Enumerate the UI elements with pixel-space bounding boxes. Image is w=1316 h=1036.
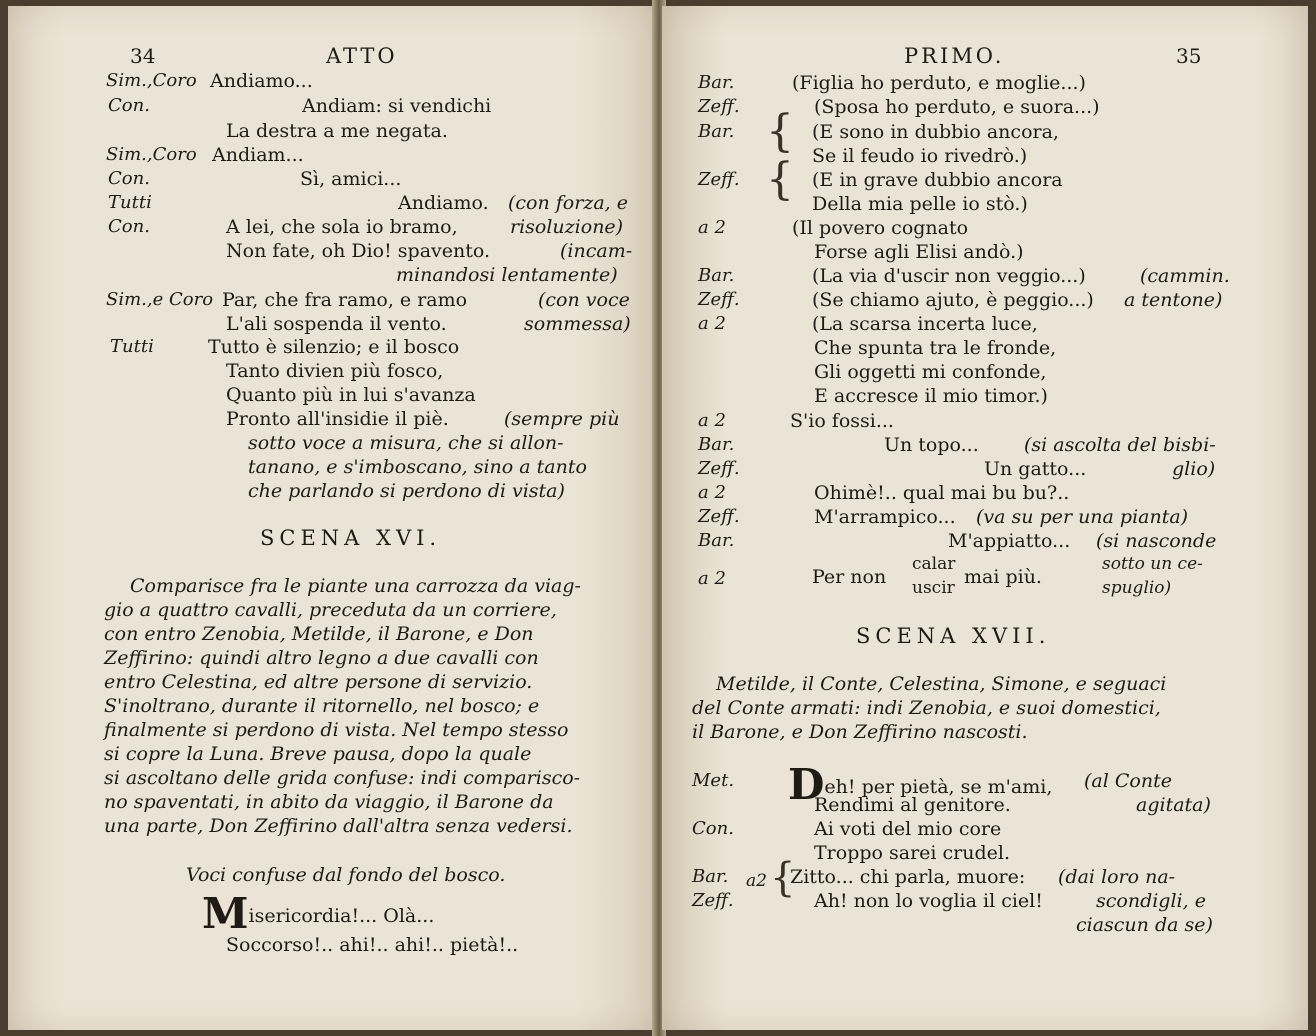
scene-description-line: Zeffirino: quindi altro legno a due cavalli con [104, 647, 539, 669]
verse-line: Pronto all'insidie il piè. [226, 408, 449, 430]
verse-line: Della mia pelle io stò.) [812, 193, 1028, 215]
verse-line: Rendimi al genitore. [814, 794, 1011, 816]
verse-line: isericordia!... Olà... [248, 905, 435, 927]
verse-line: Per non [812, 566, 887, 588]
speaker-label: Tutti [110, 336, 154, 357]
scene-title: SCENA XVI. [260, 526, 442, 550]
scene-description-line: gio a quattro cavalli, preceduta da un corriere, [104, 599, 557, 621]
speaker-label: Con. [108, 216, 150, 237]
speaker-label: Con. [108, 168, 150, 189]
verse-line: Par, che fra ramo, e ramo [222, 289, 468, 311]
stage-direction: (va su per una pianta) [976, 506, 1189, 528]
verse-line: E accresce il mio timor.) [814, 385, 1048, 407]
speaker-label: Con. [108, 95, 150, 116]
brace: { [770, 855, 796, 901]
scene-description-line: S'inoltrano, durante il ritornello, nel bosco; e [104, 695, 540, 717]
left-page [8, 6, 656, 1030]
verse-line: S'io fossi... [790, 410, 894, 432]
verse-line: Forse agli Elisi andò.) [814, 241, 1024, 263]
verse-line: Zitto... chi parla, muore: [790, 866, 1026, 888]
speaker-label: Tutti [108, 192, 152, 213]
brace: { [766, 154, 794, 205]
stage-direction: ciascun da se) [1076, 914, 1213, 936]
stage-direction: che parlando si perdono di vista) [248, 480, 565, 502]
verse-line: mai più. [964, 566, 1042, 588]
stage-direction: a tentone) [1124, 289, 1223, 311]
verse-line: (Il povero cognato [792, 217, 969, 239]
voices-first-line [202, 889, 435, 938]
speaker-label: Sim.,Coro [106, 70, 197, 91]
page-number: 35 [1176, 44, 1202, 68]
verse-line: Tutto è silenzio; e il bosco [208, 336, 460, 358]
verse-line: Andiam: si vendichi [302, 95, 492, 117]
scene-description-line: si ascoltano delle grida confuse: indi comparisco- [104, 767, 581, 789]
scene-description-line: Comparisce fra le piante una carrozza da viag- [130, 575, 581, 597]
stage-direction: (al Conte [1084, 770, 1172, 792]
verse-line: M'arrampico... [814, 506, 956, 528]
stage-direction: (si nasconde [1096, 530, 1217, 552]
verse-line: Andiam... [212, 144, 304, 166]
verse-line: Ah! non lo voglia il ciel! [814, 890, 1043, 912]
speaker-label: a 2 [698, 217, 726, 238]
speaker-label: a 2 [698, 313, 726, 334]
speaker-label: Zeff. [692, 890, 734, 911]
speaker-label: Bar. [698, 434, 735, 455]
stage-direction: (sempre più [504, 408, 620, 430]
page-number: 34 [130, 44, 156, 68]
stage-direction: spuglio) [1102, 578, 1172, 598]
verse-line: Ohimè!.. qual mai bu bu?.. [814, 482, 1070, 504]
speaker-label: Zeff. [698, 96, 740, 117]
verse-line: (E sono in dubbio ancora, [812, 121, 1059, 143]
running-header: PRIMO. [904, 44, 1005, 68]
speaker-label: Bar. [698, 72, 735, 93]
alternative-word: calar [912, 554, 956, 574]
verse-line: Andiamo. [398, 192, 489, 214]
verse-line: Se il feudo io rivedrò.) [812, 145, 1028, 167]
stage-direction: tanano, e s'imboscano, sino a tanto [248, 456, 587, 478]
scene-description-line: si copre la Luna. Breve pausa, dopo la quale [104, 743, 532, 765]
verse-line: L'ali sospenda il vento. [226, 313, 447, 335]
scene-description-line: con entro Zenobia, Metilde, il Barone, e Don [104, 623, 534, 645]
speaker-label: Zeff. [698, 458, 740, 479]
verse-line: Sì, amici... [300, 168, 402, 190]
verse-line: Non fate, oh Dio! spavento. [226, 240, 491, 262]
speaker-label: Bar. [698, 530, 735, 551]
speaker-label: Con. [692, 818, 734, 839]
speaker-label: Sim.,Coro [106, 144, 197, 165]
stage-direction: agitata) [1136, 794, 1211, 816]
verse-line: Che spunta tra le fronde, [814, 337, 1057, 359]
stage-direction: scondigli, e [1096, 890, 1206, 912]
verse-line: (E in grave dubbio ancora [812, 169, 1063, 191]
speaker-label: a 2 [698, 568, 726, 589]
stage-direction: (con voce [538, 289, 630, 311]
stage-direction: minandosi lentamente) [396, 264, 618, 286]
speaker-label: a 2 [698, 410, 726, 431]
speaker-label: Sim.,e Coro [106, 289, 214, 310]
stage-direction: sotto voce a misura, che si allon- [248, 432, 564, 454]
verse-line: Gli oggetti mi confonde, [814, 361, 1047, 383]
stage-direction: sommessa) [524, 313, 631, 335]
voices-heading: Voci confuse dal fondo del bosco. [186, 864, 506, 886]
verse-line: M'appiatto... [948, 530, 1071, 552]
alternative-word: uscir [912, 578, 955, 598]
verse-line: (Figlia ho perduto, e moglie...) [792, 72, 1086, 94]
speaker-label: Bar. [698, 121, 735, 142]
running-header: ATTO [326, 44, 398, 68]
stage-direction: (incam- [560, 240, 633, 262]
stage-direction: (dai loro na- [1058, 866, 1176, 888]
verse-line: (La via d'uscir non veggio...) [812, 265, 1086, 287]
right-page [662, 6, 1308, 1030]
verse-line: Un topo... [884, 434, 979, 456]
verse-line: Andiamo... [210, 70, 313, 92]
speaker-label: Bar. [698, 265, 735, 286]
verse-line: Ai voti del mio core [814, 818, 1002, 840]
verse-line: eh! per pietà, se m'ami, [824, 776, 1053, 798]
speaker-label: Zeff. [698, 289, 740, 310]
verse-line: (Sposa ho perduto, e suora...) [814, 96, 1100, 118]
scene-description-line: finalmente si perdono di vista. Nel tempo stesso [104, 719, 569, 741]
stage-direction: (cammin. [1140, 265, 1230, 287]
verse-line: Quanto più in lui s'avanza [226, 384, 476, 406]
verse-line: Soccorso!.. ahi!.. ahi!.. pietà!.. [226, 934, 519, 956]
speaker-label: a 2 [698, 482, 726, 503]
scene-description-line: del Conte armati: indi Zenobia, e suoi domestici, [692, 697, 1161, 719]
verse-line: Tanto divien più fosco, [226, 360, 444, 382]
scene-description-line: entro Celestina, ed altre persone di servizio. [104, 671, 533, 693]
stage-direction: risoluzione) [510, 216, 624, 238]
stage-direction: (si ascolta del bisbi- [1024, 434, 1216, 456]
speaker-label: Bar. [692, 866, 729, 887]
speaker-label: Zeff. [698, 169, 740, 190]
verse-line: Un gatto... [984, 458, 1087, 480]
scene-title: SCENA XVII. [856, 624, 1051, 648]
brace: { [766, 106, 794, 157]
verse-line: Troppo sarei crudel. [814, 842, 1011, 864]
drop-cap: D [788, 760, 825, 809]
verse-line: La destra a me negata. [226, 120, 448, 142]
a2-label: a2 [746, 871, 767, 891]
verse-line: (La scarsa incerta luce, [812, 313, 1038, 335]
scene-description-line: no spaventati, in abito da viaggio, il Barone da [104, 791, 554, 813]
stage-direction: glio) [1172, 458, 1216, 480]
drop-cap: M [202, 889, 249, 938]
scene-description-line: il Barone, e Don Zeffirino nascosti. [692, 721, 1028, 743]
speaker-label: Met. [692, 770, 735, 791]
scene-description-line: una parte, Don Zeffirino dall'altra senza vedersi. [104, 815, 573, 837]
stage-direction: (con forza, e [508, 192, 628, 214]
stage-direction: sotto un ce- [1102, 554, 1203, 574]
speaker-label: Zeff. [698, 506, 740, 527]
verse-line: A lei, che sola io bramo, [226, 216, 458, 238]
verse-line: (Se chiamo ajuto, è peggio...) [812, 289, 1094, 311]
scene-description-line: Metilde, il Conte, Celestina, Simone, e seguaci [716, 673, 1167, 695]
